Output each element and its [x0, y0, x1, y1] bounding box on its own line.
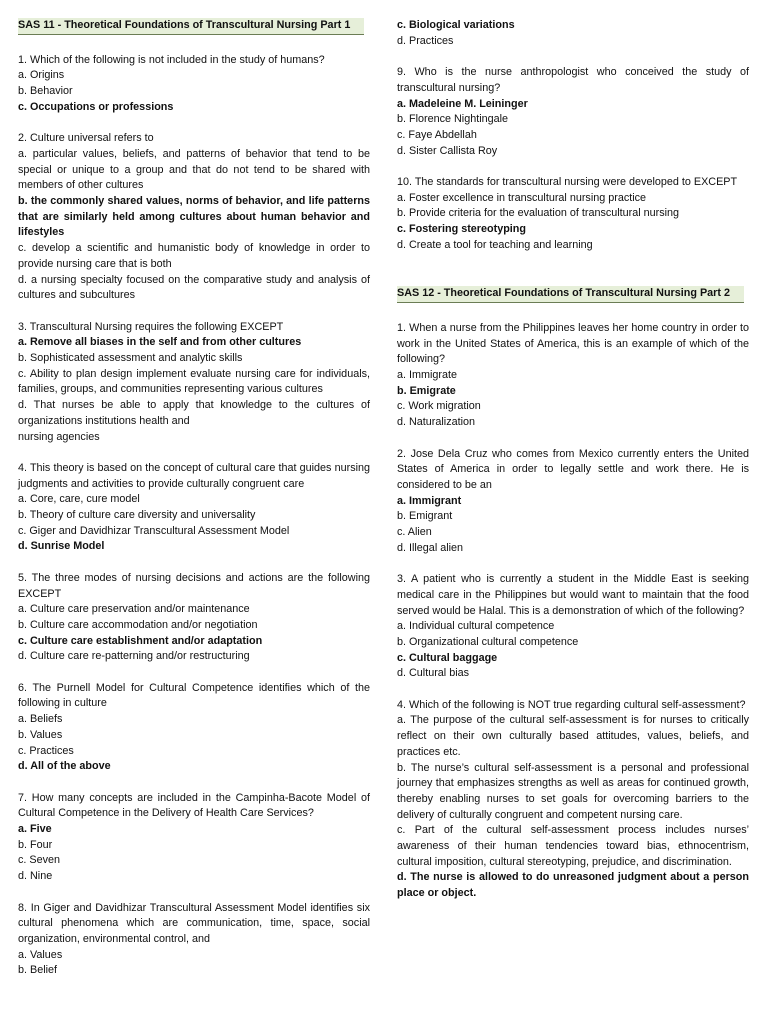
- correct-answer-option: a. Madeleine M. Leininger: [397, 97, 528, 110]
- answer-option: d. Practices: [397, 34, 454, 47]
- correct-answer-option: d. The nurse is allowed to do unreasoned judgment about a person place or object.: [397, 871, 749, 900]
- answer-option: b. Emigrant: [397, 510, 453, 523]
- sas-11-question-list-continued: [397, 65, 749, 253]
- answer-option: d. Nine: [18, 870, 53, 883]
- answer-option: c. develop a scientific and humanistic body of knowledge in order to provide nursing care that is both: [18, 242, 370, 270]
- sas-12-question-list: [397, 321, 749, 902]
- answer-option: d. That nurses be able to apply that knowledge to the cultures of organizations institutions health and: [18, 399, 370, 427]
- answer-option: a. Beliefs: [18, 713, 63, 726]
- correct-answer-option: a. Remove all biases in the self and from other cultures: [18, 336, 302, 349]
- question-text: 1. Which of the following is not included in the study of humans?: [18, 53, 325, 66]
- answer-option: d. Cultural bias: [397, 667, 470, 680]
- answer-option: a. Foster excellence in transcultural nursing practice: [397, 191, 647, 204]
- question-item: [397, 698, 749, 902]
- question-item: [18, 681, 370, 775]
- question-text: 4. This theory is based on the concept of cultural care that guides nursing judgments and activities to provide culturally congruent care: [18, 461, 370, 490]
- question-text: 4. Which of the following is NOT true regarding cultural self-assessment?: [397, 698, 746, 711]
- answer-option: b. Behavior: [18, 85, 73, 98]
- answer-option: c. Faye Abdellah: [397, 128, 477, 141]
- answer-option: d. Illegal alien: [397, 541, 464, 554]
- question-item: [18, 320, 370, 446]
- question-text: 9. Who is the nurse anthropologist who conceived the study of transcultural nursing?: [397, 66, 749, 94]
- correct-answer-option: c. Occupations or professions: [18, 100, 174, 113]
- question-item: [397, 447, 749, 557]
- correct-answer-option: a. Immigrant: [397, 494, 462, 507]
- correct-answer-option: c. Culture care establishment and/or adaptation: [18, 634, 263, 647]
- answer-option: a. Origins: [18, 69, 65, 82]
- answer-option: a. Immigrate: [397, 369, 457, 382]
- answer-option: b. Belief: [18, 964, 58, 977]
- answer-option: d. Naturalization: [397, 416, 476, 429]
- sas-11-header: SAS 11 - Theoretical Foundations of Transcultural Nursing Part 1: [18, 18, 364, 35]
- answer-option: c. Seven: [18, 854, 61, 867]
- answer-option: c. Alien: [397, 526, 432, 539]
- question-item: [18, 131, 370, 304]
- answer-option: d. Sister Callista Roy: [397, 144, 498, 157]
- left-column: [18, 18, 370, 995]
- question-text: 5. The three modes of nursing decisions and actions are the following EXCEPT: [18, 571, 370, 600]
- question-item: [18, 791, 370, 885]
- sas-12-header: SAS 12 - Theoretical Foundations of Transcultural Nursing Part 2: [397, 286, 744, 303]
- answer-option: c. Practices: [18, 744, 74, 757]
- question-text: 7. How many concepts are included in the Campinha-Bacote Model of Cultural Competence in the Delivery of Health Care Services?: [18, 791, 370, 820]
- answer-option: b. Theory of culture care diversity and universality: [18, 509, 256, 522]
- correct-answer-option: d. Sunrise Model: [18, 540, 105, 553]
- correct-answer-option: c. Fostering stereotyping: [397, 223, 526, 236]
- answer-option: b. Culture care accommodation and/or negotiation: [18, 618, 258, 631]
- answer-option: a. particular values, beliefs, and patterns of behavior that tend to be special or unique to a group and that do not tend to be shared with members of other cultures: [18, 147, 370, 192]
- answer-option: d. Culture care re-patterning and/or restructuring: [18, 650, 250, 663]
- question-item: [397, 175, 749, 254]
- question-text: 8. In Giger and Davidhizar Transcultural Assessment Model identifies six cultural phenomena which are communication, time, space, social organization, environmental control, and: [18, 901, 370, 945]
- question-item: [18, 901, 370, 980]
- question-item: [18, 571, 370, 665]
- question-text: 6. The Purnell Model for Cultural Competence identifies which of the following in culture: [18, 681, 370, 710]
- answer-option: a. Culture care preservation and/or maintenance: [18, 603, 250, 616]
- answer-option: c. Giger and Davidhizar Transcultural Assessment Model: [18, 524, 290, 537]
- question-text: 2. Culture universal refers to: [18, 132, 154, 145]
- answer-option: b. The nurse’s cultural self-assessment is a personal and professional journey that emphasizes strengths as well as areas for continued growth, thereby enabling nurses to set goals for overcoming barriers to the delivery of culturally congruent and competent nursing care.: [397, 761, 749, 821]
- question-text: 3. A patient who is currently a student in the Middle East is seeking medical care in the Philippines but would want to maintain that the food served would be Halal. This is a demonstration of which of the following?: [397, 573, 749, 617]
- answer-option: d. Create a tool for teaching and learning: [397, 238, 593, 251]
- answer-option: b. Sophisticated assessment and analytic skills: [18, 352, 243, 365]
- question-8-continuation: [397, 18, 749, 49]
- answer-option: b. Four: [18, 838, 53, 851]
- correct-answer-option: b. Emigrate: [397, 384, 456, 397]
- correct-answer-option: c. Biological variations: [397, 19, 515, 31]
- question-item: [18, 461, 370, 555]
- answer-option: a. Individual cultural competence: [397, 620, 555, 633]
- question-text: 2. Jose Dela Cruz who comes from Mexico currently enters the United States of America in order to legally settle and work there. He is considered to be an: [397, 447, 749, 491]
- answer-option: b. Organizational cultural competence: [397, 635, 579, 648]
- question-text: 10. The standards for transcultural nursing were developed to EXCEPT: [397, 176, 738, 188]
- answer-option: a. The purpose of the cultural self-assessment is for nurses to critically reflect on their own culturally based attitudes, values, beliefs, and practices etc.: [397, 714, 749, 758]
- answer-option: a. Core, care, cure model: [18, 493, 140, 506]
- question-text: 1. When a nurse from the Philippines leaves her home country in order to work in the United States of America, this is an example of which of the following?: [397, 321, 749, 366]
- right-column: [397, 18, 749, 918]
- answer-option: c. Ability to plan design implement evaluate nursing care for individuals, families, groups, and communities representing various cultures: [18, 367, 370, 396]
- answer-option: a. Values: [18, 948, 63, 961]
- correct-answer-option: c. Cultural baggage: [397, 651, 498, 664]
- question-item: [397, 572, 749, 682]
- answer-option: b. Values: [18, 728, 63, 741]
- question-item: [397, 321, 749, 431]
- correct-answer-option: d. All of the above: [18, 760, 111, 773]
- answer-option: b. Florence Nightingale: [397, 113, 509, 126]
- answer-option: b. Provide criteria for the evaluation of transcultural nursing: [397, 207, 680, 220]
- question-item: [397, 65, 749, 159]
- correct-answer-option: a. Five: [18, 823, 52, 836]
- answer-option: c. Work migration: [397, 400, 481, 413]
- correct-answer-option: b. the commonly shared values, norms of behavior, and life patterns that are similarly held among cultures about human behavior and lifestyles: [18, 195, 370, 239]
- question-item: [18, 53, 370, 116]
- question-text: 3. Transcultural Nursing requires the following EXCEPT: [18, 320, 284, 333]
- answer-option: d. a nursing specialty focused on the comparative study and analysis of cultures and subcultures: [18, 273, 370, 302]
- answer-option: c. Part of the cultural self-assessment process includes nurses’ awareness of their human tendencies toward bias, ethnocentrism, cultural imposition, cultural stereotyping, prejudice, and discrimination.: [397, 824, 749, 868]
- left-question-list: [18, 53, 370, 979]
- answer-option: nursing agencies: [18, 430, 100, 443]
